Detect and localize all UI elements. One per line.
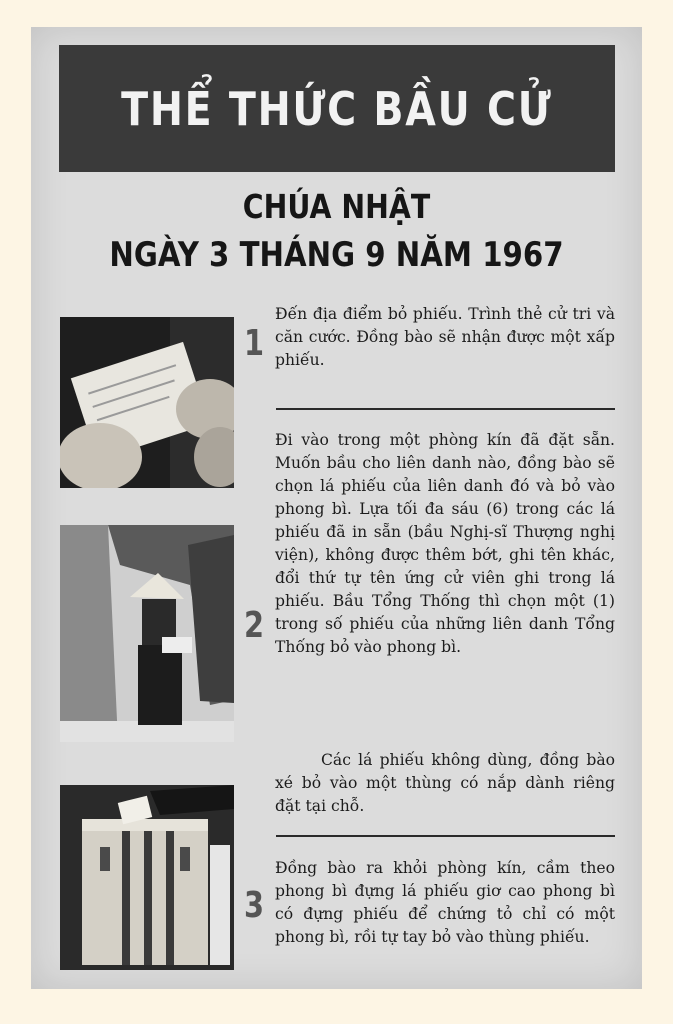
voting-booth-photo — [60, 525, 234, 742]
step-number: 1 — [243, 323, 265, 364]
date-line-day: CHÚA NHẬT — [242, 187, 431, 226]
ballot-box-photo — [60, 785, 234, 970]
step-number: 3 — [243, 885, 265, 926]
leaflet-title: THỂ THỨC BẦU CỬ — [121, 81, 553, 136]
step-number: 2 — [243, 605, 265, 646]
step-1-text: Đến địa điểm bỏ phiếu. Trình thẻ cử tri và căn cước. Đồng bào sẽ nhận được một xấp phiếu. — [275, 305, 615, 369]
divider — [276, 408, 615, 410]
divider — [276, 835, 615, 837]
step-3-text: Đồng bào ra khỏi phòng kín, cầm theo phong bì đựng lá phiếu giơ cao phong bì có đựng phiếu để chứng tỏ chỉ có một phong bì, rồi tự tay bỏ vào thùng phiếu. — [275, 859, 615, 946]
election-leaflet — [31, 27, 642, 989]
step-2-text: Đi vào trong một phòng kín đã đặt sẵn. Muốn bầu cho liên danh nào, đồng bào sẽ chọn lá phiếu của liên danh đó và bỏ vào phong bì. Lựa tối đa sáu (6) trong các lá phiếu đã in sẵn (bầu Nghị-sĩ Thượng nghị viện), không được thêm bớt, ghi tên khác, đổi thứ tự tên ứng cử viên ghi trong lá phiếu. Bầu Tổng Thống thì chọn một (1) trong số phiếu của những liên danh Tổng Thống bỏ vào phong bì. — [275, 431, 615, 656]
step-2-note: Các lá phiếu không dùng, đồng bào xé bỏ vào một thùng có nắp dành riêng đặt tại chỗ. — [275, 751, 615, 815]
ballot-card-photo — [60, 317, 234, 488]
date-line-date: NGÀY 3 THÁNG 9 NĂM 1967 — [109, 235, 564, 275]
title-banner — [59, 45, 615, 172]
